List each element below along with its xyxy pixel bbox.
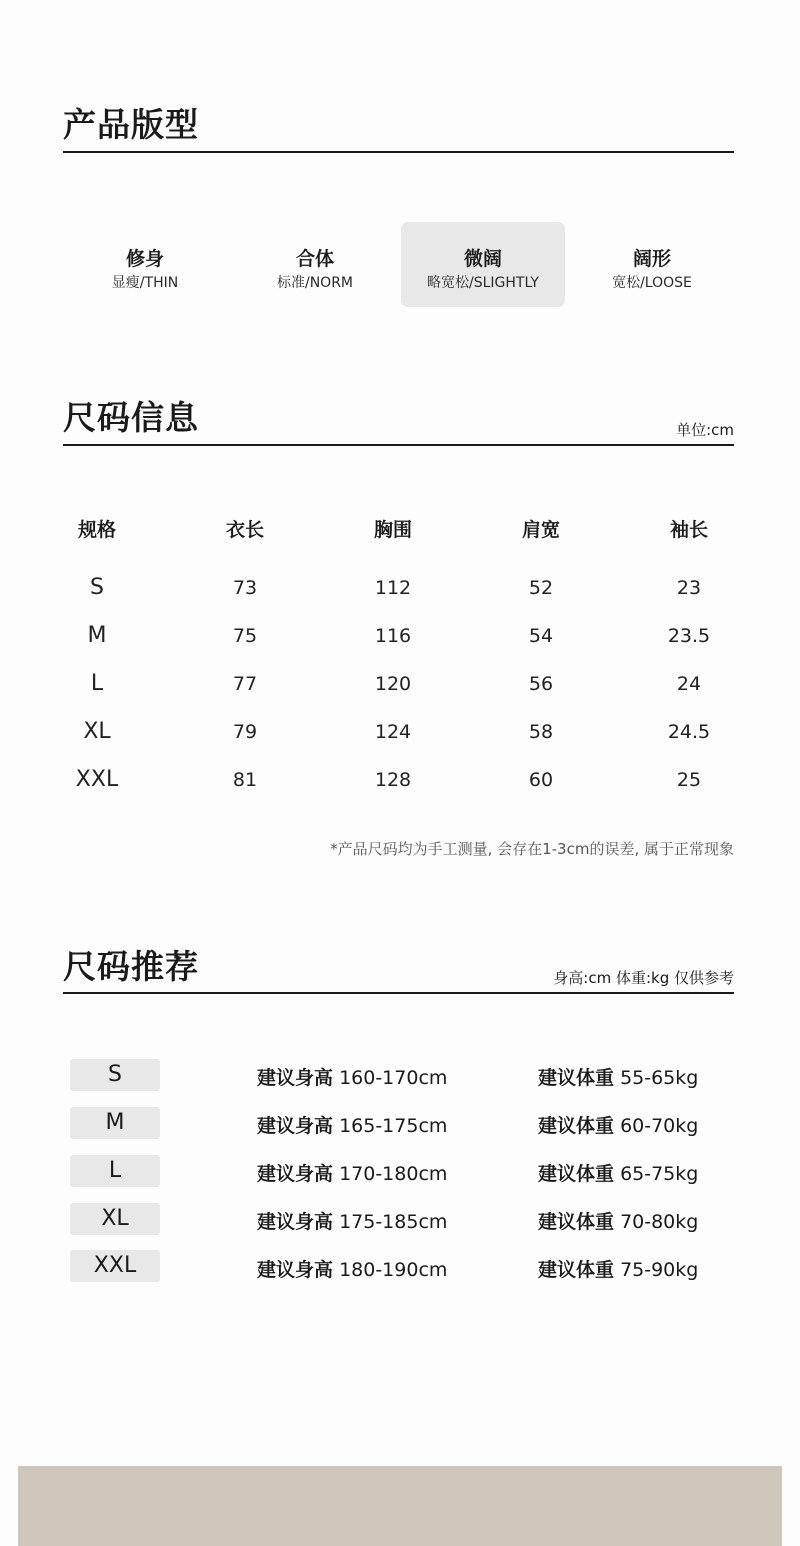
fit-option-loose — [570, 222, 734, 307]
fit-option-thin — [63, 222, 227, 307]
table-cell: 56 — [528, 673, 554, 695]
weight-label: 建议体重 — [538, 1211, 615, 1233]
table-cell: 58 — [528, 721, 554, 743]
table-cell-size: S — [90, 575, 104, 600]
table-cell: 77 — [232, 673, 258, 695]
table-cell: 124 — [374, 721, 412, 743]
weight-recommendation — [538, 1255, 698, 1282]
height-label: 建议身高 — [257, 1067, 334, 1089]
weight-recommendation — [538, 1207, 698, 1234]
table-header-spec: 规格 — [77, 519, 116, 541]
height-recommendation — [257, 1255, 447, 1282]
height-value: 170-180cm — [339, 1163, 448, 1185]
table-cell: 24 — [676, 673, 702, 695]
table-header-length: 衣长 — [225, 519, 264, 541]
table-cell: 112 — [374, 577, 412, 599]
table-header-sleeve: 袖长 — [669, 519, 708, 541]
height-label: 建议身高 — [257, 1115, 334, 1137]
recommend-section-divider — [63, 992, 734, 994]
table-cell: 116 — [374, 625, 412, 647]
table-cell-size: XL — [83, 719, 111, 744]
fit-option-sublabel: 宽松/LOOSE — [612, 275, 692, 291]
table-cell-size: XXL — [75, 767, 119, 792]
table-cell: 79 — [232, 721, 258, 743]
height-recommendation — [257, 1207, 447, 1234]
recommend-section-title: 尺码推荐 — [63, 947, 199, 986]
table-cell: 120 — [374, 673, 412, 695]
height-value: 160-170cm — [339, 1067, 448, 1089]
table-cell: 128 — [374, 769, 412, 791]
weight-label: 建议体重 — [538, 1067, 615, 1089]
table-cell: 60 — [528, 769, 554, 791]
weight-value: 60-70kg — [620, 1115, 699, 1137]
height-value: 175-185cm — [339, 1211, 448, 1233]
table-cell: 73 — [232, 577, 258, 599]
size-section-divider — [63, 444, 734, 446]
fit-section-divider — [63, 151, 734, 153]
size-unit-note: 单位:cm — [676, 421, 734, 439]
fit-section-title: 产品版型 — [63, 105, 199, 144]
table-cell: 81 — [232, 769, 258, 791]
fit-option-slightly-selected — [401, 222, 565, 307]
table-cell: 25 — [676, 769, 702, 791]
weight-recommendation — [538, 1159, 698, 1186]
height-label: 建议身高 — [257, 1163, 334, 1185]
table-header-chest: 胸围 — [373, 519, 412, 541]
table-cell: 23 — [676, 577, 702, 599]
size-badge: M — [70, 1107, 160, 1139]
weight-label: 建议体重 — [538, 1163, 615, 1185]
size-badge: XXL — [70, 1250, 160, 1282]
measurement-disclaimer: *产品尺码均为手工测量, 会存在1-3cm的误差, 属于正常现象 — [330, 840, 734, 858]
size-section-title: 尺码信息 — [63, 398, 199, 437]
height-label: 建议身高 — [257, 1211, 334, 1233]
fit-option-label: 阔形 — [632, 248, 671, 270]
table-cell: 23.5 — [667, 625, 711, 647]
height-value: 165-175cm — [339, 1115, 448, 1137]
table-cell: 24.5 — [667, 721, 711, 743]
weight-label: 建议体重 — [538, 1259, 615, 1281]
height-value: 180-190cm — [339, 1259, 448, 1281]
footer-color-band — [18, 1466, 782, 1546]
weight-label: 建议体重 — [538, 1115, 615, 1137]
height-recommendation — [257, 1111, 447, 1138]
height-recommendation — [257, 1063, 447, 1090]
fit-option-sublabel: 略宽松/SLIGHTLY — [427, 275, 539, 291]
recommend-note: 身高:cm 体重:kg 仅供参考 — [553, 969, 734, 987]
weight-value: 70-80kg — [620, 1211, 699, 1233]
fit-option-sublabel: 显瘦/THIN — [111, 275, 179, 291]
fit-option-label: 修身 — [125, 248, 164, 270]
weight-value: 65-75kg — [620, 1163, 699, 1185]
weight-recommendation — [538, 1063, 698, 1090]
fit-option-sublabel: 标准/NORM — [276, 275, 353, 291]
height-label: 建议身高 — [257, 1259, 334, 1281]
weight-recommendation — [538, 1111, 698, 1138]
table-cell: 54 — [528, 625, 554, 647]
weight-value: 75-90kg — [620, 1259, 699, 1281]
size-badge: L — [70, 1155, 160, 1187]
height-recommendation — [257, 1159, 447, 1186]
table-cell: 52 — [528, 577, 554, 599]
fit-option-label: 合体 — [295, 248, 334, 270]
size-badge: S — [70, 1059, 160, 1091]
fit-option-label: 微阔 — [463, 248, 502, 270]
table-cell: 75 — [232, 625, 258, 647]
size-badge: XL — [70, 1203, 160, 1235]
weight-value: 55-65kg — [620, 1067, 699, 1089]
fit-option-norm — [233, 222, 397, 307]
table-cell-size: M — [87, 623, 107, 648]
table-cell-size: L — [90, 671, 104, 696]
table-header-shoulder: 肩宽 — [521, 519, 560, 541]
